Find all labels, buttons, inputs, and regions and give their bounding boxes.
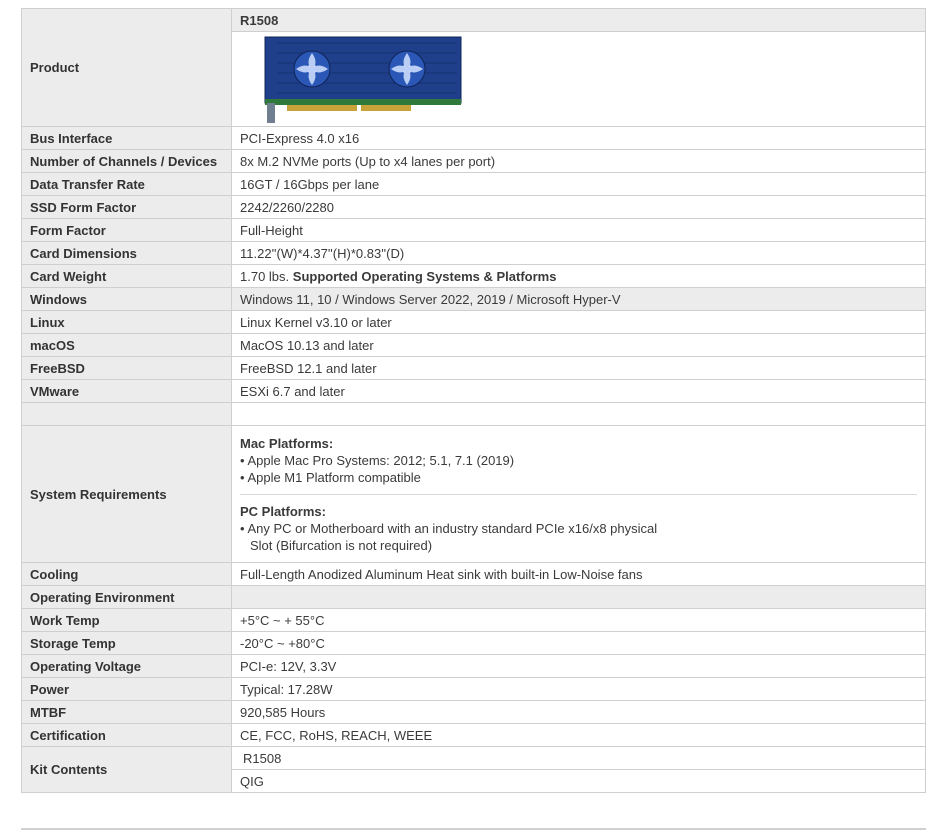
card-weight-value: 1.70 lbs. <box>240 268 290 284</box>
row-value: 920,585 Hours <box>232 701 926 724</box>
table-row <box>22 632 926 655</box>
table-row <box>22 173 926 196</box>
row-value: Linux Kernel v3.10 or later <box>232 311 926 334</box>
row-value: Windows 11, 10 / Windows Server 2022, 2019 / Microsoft Hyper-V <box>232 288 926 311</box>
row-value: PCI-Express 4.0 x16 <box>232 127 926 150</box>
row-label: Work Temp <box>22 609 232 632</box>
row-label: Certification <box>22 724 232 747</box>
row-label: Form Factor <box>22 219 232 242</box>
table-row-empty <box>22 403 926 426</box>
row-value: +5°C ~ + 55°C <box>232 609 926 632</box>
row-label: Kit Contents <box>22 747 232 793</box>
row-value: -20°C ~ +80°C <box>232 632 926 655</box>
row-label: Card Dimensions <box>22 242 232 265</box>
row-value: 2242/2260/2280 <box>232 196 926 219</box>
table-row <box>22 9 926 32</box>
list-item-continued: Slot (Bifurcation is not required) <box>250 537 433 553</box>
product-name: R1508 <box>232 9 926 32</box>
table-row <box>22 127 926 150</box>
kit-item: QIG <box>232 770 926 793</box>
row-value <box>232 265 926 288</box>
table-row <box>22 747 926 770</box>
row-label: Power <box>22 678 232 701</box>
row-value: PCI-e: 12V, 3.3V <box>232 655 926 678</box>
table-row <box>22 150 926 173</box>
spec-table <box>21 8 926 793</box>
row-label: Data Transfer Rate <box>22 173 232 196</box>
table-row <box>22 219 926 242</box>
row-label: Bus Interface <box>22 127 232 150</box>
row-label-empty <box>22 403 232 426</box>
row-value: Typical: 17.28W <box>232 678 926 701</box>
pc-platforms-title: PC Platforms: <box>240 503 326 519</box>
section-label: Operating Environment <box>22 586 232 609</box>
table-row <box>22 609 926 632</box>
row-value: ESXi 6.7 and later <box>232 380 926 403</box>
table-row <box>22 380 926 403</box>
row-label: VMware <box>22 380 232 403</box>
list-item: • Apple M1 Platform compatible <box>240 469 421 485</box>
table-row <box>22 196 926 219</box>
row-label: Card Weight <box>22 265 232 288</box>
fan-icon <box>294 51 330 87</box>
table-row <box>22 678 926 701</box>
row-value: Full-Height <box>232 219 926 242</box>
table-row <box>22 311 926 334</box>
row-label: SSD Form Factor <box>22 196 232 219</box>
os-section-heading: Supported Operating Systems & Platforms <box>292 268 557 284</box>
fan-icon <box>389 51 425 87</box>
row-label: MTBF <box>22 701 232 724</box>
table-row <box>22 265 926 288</box>
table-row <box>22 426 926 563</box>
pc-platforms-block <box>240 494 917 562</box>
table-row <box>22 701 926 724</box>
section-value-empty <box>232 586 926 609</box>
list-item: • Any PC or Motherboard with an industry standard PCIe x16/x8 physical <box>240 520 658 536</box>
row-label: System Requirements <box>22 426 232 563</box>
row-value: 16GT / 16Gbps per lane <box>232 173 926 196</box>
mac-platforms-title: Mac Platforms: <box>240 435 334 451</box>
row-value-empty <box>232 403 926 426</box>
row-value: 11.22''(W)*4.37''(H)*0.83''(D) <box>232 242 926 265</box>
table-row <box>22 563 926 586</box>
row-label: Windows <box>22 288 232 311</box>
table-row <box>22 288 926 311</box>
row-label-product: Product <box>22 9 232 127</box>
row-value: Full-Length Anodized Aluminum Heat sink with built-in Low-Noise fans <box>232 563 926 586</box>
requirements-value <box>232 426 926 563</box>
table-row <box>22 724 926 747</box>
row-label: Operating Voltage <box>22 655 232 678</box>
row-label: Storage Temp <box>22 632 232 655</box>
product-image-cell <box>232 32 926 127</box>
mac-platforms-block <box>240 427 917 494</box>
kit-item: R1508 <box>232 747 926 770</box>
row-label: FreeBSD <box>22 357 232 380</box>
row-value: CE, FCC, RoHS, REACH, WEEE <box>232 724 926 747</box>
list-item: • Apple Mac Pro Systems: 2012; 5.1, 7.1 (2019) <box>240 452 515 468</box>
row-value: FreeBSD 12.1 and later <box>232 357 926 380</box>
table-row <box>22 242 926 265</box>
row-label: macOS <box>22 334 232 357</box>
table-row <box>22 334 926 357</box>
row-label: Cooling <box>22 563 232 586</box>
row-label: Linux <box>22 311 232 334</box>
row-value: 8x M.2 NVMe ports (Up to x4 lanes per port) <box>232 150 926 173</box>
table-row <box>22 357 926 380</box>
table-row-section <box>22 586 926 609</box>
product-card-image <box>257 33 467 125</box>
row-label: Number of Channels / Devices <box>22 150 232 173</box>
row-value: MacOS 10.13 and later <box>232 334 926 357</box>
table-row <box>22 655 926 678</box>
